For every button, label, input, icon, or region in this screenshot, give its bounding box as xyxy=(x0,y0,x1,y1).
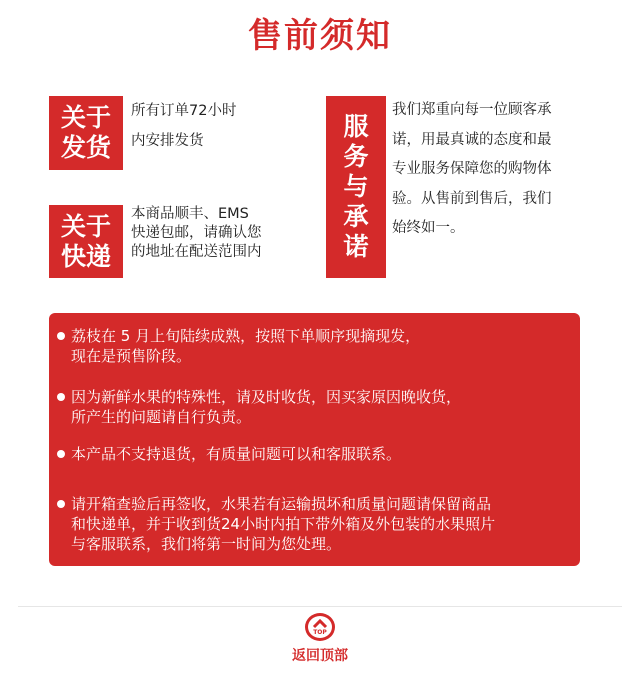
bullet-icon xyxy=(57,450,65,458)
service-tag-char: 服 xyxy=(343,112,369,141)
courier-text-line2: 快递包邮，请确认您 xyxy=(131,225,262,241)
courier-tag xyxy=(49,205,123,278)
courier-text-line1: 本商品顺丰、EMS xyxy=(131,206,249,222)
notice-panel xyxy=(49,313,580,566)
back-to-top-label: 返回顶部 xyxy=(292,648,348,664)
notice-line: 和快递单，并于收到货24小时内拍下带外箱及外包装的水果照片 xyxy=(71,515,496,533)
service-text-line: 验。从售前到售后，我们 xyxy=(392,190,552,207)
arrow-up-icon xyxy=(305,613,335,641)
service-tag-char: 承 xyxy=(343,202,369,231)
courier-text-line3: 的地址在配送范围内 xyxy=(131,244,262,260)
service-text-line: 诺，用最真诚的态度和最 xyxy=(392,131,552,148)
service-tag-char: 务 xyxy=(343,142,369,171)
shipping-tag-line1: 关于 xyxy=(60,103,111,132)
shipping-text-line2: 内安排发货 xyxy=(131,133,204,149)
notice-line: 与客服联系，我们将第一时间为您处理。 xyxy=(71,535,342,553)
courier-tag-line2: 快递 xyxy=(60,241,111,271)
shipping-text xyxy=(131,96,311,156)
notice-line: 所产生的问题请自行负责。 xyxy=(71,408,252,426)
back-to-top-button[interactable] xyxy=(280,613,360,665)
service-tag-char: 与 xyxy=(343,172,369,201)
notice-line: 荔枝在 5 月上旬陆续成熟，按照下单顺序现摘现发， xyxy=(71,327,421,345)
service-tag xyxy=(326,96,386,278)
service-text-line: 我们郑重向每一位顾客承 xyxy=(392,102,552,118)
bullet-icon xyxy=(57,500,65,508)
courier-tag-line1: 关于 xyxy=(60,211,111,241)
service-tag-char: 诺 xyxy=(343,232,369,261)
service-text-line: 专业服务保障您的购物体 xyxy=(392,161,552,177)
shipping-tag xyxy=(49,96,123,170)
notice-line: 请开箱查验后再签收，水果若有运输损坏和质量问题请保留商品 xyxy=(71,495,492,513)
shipping-tag-line2: 发货 xyxy=(60,133,111,162)
service-text-line: 始终如一。 xyxy=(392,220,465,236)
top-icon-text: TOP xyxy=(313,629,327,636)
service-text xyxy=(392,96,592,244)
bullet-icon xyxy=(57,332,65,340)
bullet-icon xyxy=(57,393,65,401)
courier-text xyxy=(131,205,316,262)
divider xyxy=(18,606,622,607)
notice-line: 因为新鲜水果的特殊性，请及时收货，因买家原因晚收货， xyxy=(71,388,462,406)
shipping-text-line1: 所有订单72小时 xyxy=(131,103,237,119)
page-title: 售前须知 xyxy=(248,16,392,56)
notice-line: 现在是预售阶段。 xyxy=(71,347,192,365)
notice-line: 本产品不支持退货，有质量问题可以和客服联系。 xyxy=(71,445,402,463)
